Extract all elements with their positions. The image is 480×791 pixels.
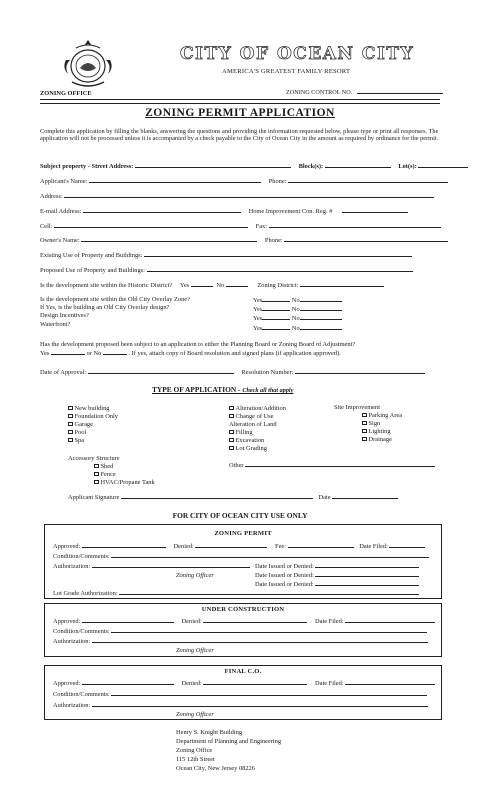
zp-fee-field[interactable]: [288, 542, 354, 548]
checkbox-new-building[interactable]: New building: [68, 405, 118, 413]
owner-name-field[interactable]: [81, 236, 257, 242]
applicant-phone-field[interactable]: [288, 177, 448, 183]
office-use-heading: FOR CITY OF OCEAN CITY USE ONLY: [172, 511, 308, 520]
overlay-questions: Is the development site within the Old City Overlay Zone? If Yes, is the building an Old City Overlay design? Design Incentives? Waterfront?: [40, 296, 190, 328]
applicant-name-field[interactable]: [89, 177, 261, 183]
final-co-box: FINAL C.O. Approved: Denied: Date Filed: Condition/Comments: Authorization: Zoning Officer: [44, 665, 442, 720]
checkbox-parking-area[interactable]: Parking Area: [334, 412, 402, 420]
existing-use-row: Existing Use of Property and Buildings:: [40, 251, 440, 259]
zp-date-filed-field[interactable]: [389, 542, 425, 548]
home-improvement-field[interactable]: [342, 207, 408, 213]
checkbox-lighting[interactable]: Lighting: [334, 428, 402, 436]
uc-date-filed-field[interactable]: [345, 617, 435, 623]
address-field[interactable]: [64, 192, 434, 198]
board-no-field[interactable]: [103, 349, 127, 355]
uc-denied-field[interactable]: [203, 617, 307, 623]
form-title: ZONING PERMIT APPLICATION: [145, 107, 335, 119]
zoning-office-label: ZONING OFFICE: [40, 90, 92, 97]
zp-zoning-officer-label: Zoning Officer: [176, 572, 214, 579]
lot-field[interactable]: [418, 162, 468, 168]
checkbox-excavation[interactable]: Excavation: [229, 437, 286, 445]
historic-no-field[interactable]: [226, 281, 248, 287]
proposed-use-row: Proposed Use of Property and Buildings:: [40, 266, 440, 274]
historic-yes-field[interactable]: [191, 281, 213, 287]
proposed-use-field[interactable]: [147, 266, 413, 272]
cell-field[interactable]: [54, 222, 248, 228]
checkbox-sign[interactable]: Sign: [334, 420, 402, 428]
checkbox-spa[interactable]: Spa: [68, 437, 118, 445]
alteration-of-land-label: Alteration of Land: [229, 421, 277, 428]
office-address: Henry S. Knight Building Department of Planning and Engineering Zoning Office 115 12th Street Ocean City, New Jersey 08226: [176, 729, 282, 772]
accessory-structure: [68, 455, 155, 487]
co-denied-field[interactable]: [203, 679, 307, 685]
zoning-control-number[interactable]: ZONING CONTROL NO.: [286, 88, 443, 96]
existing-use-field[interactable]: [144, 251, 412, 257]
other-row: Other: [229, 461, 435, 469]
zp-date-issued-1[interactable]: [315, 562, 419, 568]
city-seal-logo: [58, 38, 118, 92]
type-col-2: [229, 405, 286, 453]
zp-denied-field[interactable]: [195, 542, 267, 548]
applicant-signature-field[interactable]: [121, 493, 313, 499]
applicant-name-row: Applicant's Name: Phone:: [40, 177, 440, 185]
checkbox-alteration-addition[interactable]: Alteration/Addition: [229, 405, 286, 413]
checkbox-shed[interactable]: Shed: [68, 463, 155, 471]
signature-row: Applicant Signature Date: [68, 493, 398, 501]
approval-row: Date of Approval: Resolution Number:: [40, 368, 440, 376]
resolution-number-field[interactable]: [295, 368, 425, 374]
city-title: CITY OF OCEAN CITY: [180, 44, 415, 64]
date-of-approval-field[interactable]: [88, 368, 234, 374]
uc-conditions-field[interactable]: [111, 627, 427, 633]
zp-lot-grade-field[interactable]: [119, 589, 419, 595]
signature-date-field[interactable]: [332, 493, 398, 499]
checkbox-hvac-propane[interactable]: HVAC/Propane Tank: [68, 479, 155, 487]
other-field[interactable]: [245, 461, 435, 467]
email-field[interactable]: [83, 207, 241, 213]
board-question: Has the development proposed been subject to an application to either the Planning Board or Zoning Board of Adjustment? Yes or No . If yes, attach copy of Board resolution and signed plans (if application approved).: [40, 341, 356, 357]
address-row: Address:: [40, 192, 440, 200]
header-rule: [40, 99, 440, 100]
checkbox-fence[interactable]: Fence: [68, 471, 155, 479]
uc-zoning-officer-label: Zoning Officer: [176, 647, 214, 654]
overlay-design-yes-field[interactable]: [262, 305, 290, 311]
under-construction-box: UNDER CONSTRUCTION Approved: Denied: Date Filed: Condition/Comments: Authorization: Zoning Officer: [44, 603, 442, 657]
uc-authorization-field[interactable]: [92, 637, 428, 643]
zp-date-issued-3[interactable]: [315, 580, 419, 586]
owner-phone-field[interactable]: [284, 236, 448, 242]
co-zoning-officer-label: Zoning Officer: [176, 711, 214, 718]
city-slogan: AMERICA'S GREATEST FAMILY RESORT: [222, 68, 351, 75]
checkbox-foundation-only[interactable]: Foundation Only: [68, 413, 118, 421]
instructions: Complete this application by filling the blanks, answering the questions and providing the information requested below, please type or print all responses. The application will not be processed unless it is accompanied by a check payable to the City of Ocean City in the amount as required by ordinance for the permit.: [40, 128, 439, 143]
owner-row: Owner's Name: Phone:: [40, 236, 440, 244]
zp-approved-field[interactable]: [82, 542, 166, 548]
block-field[interactable]: [325, 162, 391, 168]
checkbox-filling[interactable]: Filling: [229, 429, 286, 437]
zp-date-issued-2[interactable]: [315, 571, 419, 577]
accessory-structure-label: Accessory Structure: [68, 455, 120, 462]
zp-conditions-field[interactable]: [111, 552, 429, 558]
street-address-field[interactable]: [135, 162, 291, 168]
historic-row: Is the development site within the Historic District? Yes No Zoning District:: [40, 281, 440, 289]
co-date-filed-field[interactable]: [345, 679, 435, 685]
incentives-no-field[interactable]: [300, 314, 342, 320]
type-of-application-heading: TYPE OF APPLICATION - Check all that apply: [152, 385, 294, 394]
header-rule-thin: [40, 103, 440, 104]
fax-field[interactable]: [269, 222, 441, 228]
checkbox-lot-grading[interactable]: Lot Grading: [229, 445, 286, 453]
type-col-3: [334, 404, 402, 444]
co-authorization-field[interactable]: [92, 701, 428, 707]
site-improvement-label: Site Improvement: [334, 404, 380, 411]
checkbox-drainage[interactable]: Drainage: [334, 436, 402, 444]
type-col-1: [68, 405, 118, 445]
checkbox-pool[interactable]: Pool: [68, 429, 118, 437]
cell-row: Cell: Fax:: [40, 222, 440, 230]
subject-property-row: Subject property - Street Address: Block(s): Lot(s):: [40, 162, 440, 170]
checkbox-garage[interactable]: Garage: [68, 421, 118, 429]
zp-authorization-field[interactable]: [92, 562, 250, 568]
overlay-yes-field[interactable]: [262, 296, 290, 302]
zoning-permit-box: ZONING PERMIT Approved: Denied: Fee: Date Filed: Condition/Comments: Authorization: Date Issued or Denied: Date Issued or Denied: Date Issued or Denied: Zoning Officer Lot Grade Authorization:: [44, 524, 442, 599]
board-yes-field[interactable]: [51, 349, 85, 355]
co-conditions-field[interactable]: [111, 690, 427, 696]
email-row: E-mail Address: Home Improvement Con. Reg. #: [40, 207, 440, 215]
overlay-design-no-field[interactable]: [300, 305, 342, 311]
incentives-yes-field[interactable]: [262, 314, 290, 320]
checkbox-change-of-use[interactable]: Change of Use: [229, 413, 286, 421]
overlay-answers: Yes No Yes No Yes No Yes No: [253, 296, 342, 333]
zoning-district-field[interactable]: [300, 281, 384, 287]
waterfront-no-field[interactable]: [300, 324, 342, 330]
waterfront-yes-field[interactable]: [262, 324, 290, 330]
co-approved-field[interactable]: [82, 679, 174, 685]
uc-approved-field[interactable]: [82, 617, 174, 623]
overlay-no-field[interactable]: [300, 296, 342, 302]
